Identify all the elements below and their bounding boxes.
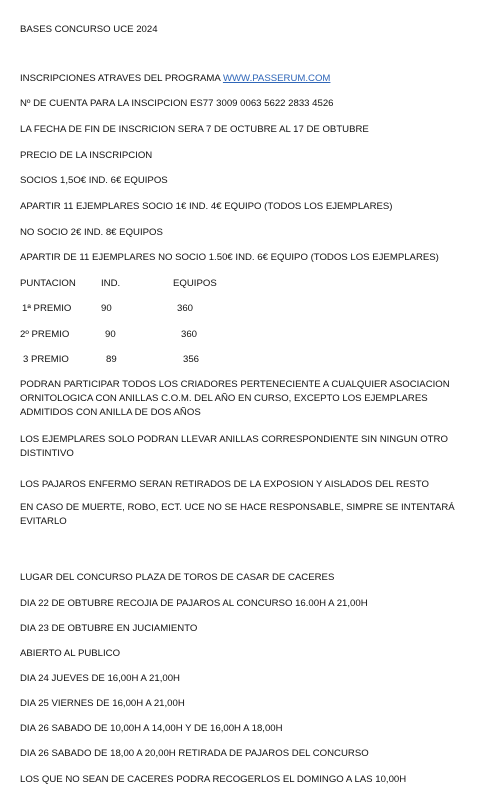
table-row-equipos: 360 bbox=[177, 303, 194, 314]
norma-participacion: PODRAN PARTICIPAR TODOS LOS CRIADORES PERTENECIENTE A CUALQUIER ASOCIACION ORNITOLOGICA CON ANILLAS C.O.M. DEL AÑO EN CURSO, EXCEPTO LOS EJEMPLARES ADMITIDOS CON ANILLA DE DOS AÑOS bbox=[20, 379, 450, 418]
calendario-item: DIA 25 VIERNES DE 16,00H A 21,00H bbox=[20, 698, 185, 709]
passerum-link[interactable]: WWW.PASSERUM.COM bbox=[222, 73, 331, 84]
calendario-item: DIA 22 DE OBTUBRE RECOJIA DE PAJAROS AL CONCURSO 16.00H A 21,00H bbox=[20, 598, 368, 609]
calendario-item: ABIERTO AL PUBLICO bbox=[20, 648, 121, 659]
precio-heading: PRECIO DE LA INSCRIPCION bbox=[20, 150, 153, 161]
lugar-concurso: LUGAR DEL CONCURSO PLAZA DE TOROS DE CASAR DE CACERES bbox=[20, 572, 335, 583]
precio-socios: SOCIOS 1,5O€ IND. 6€ EQUIPOS bbox=[20, 175, 168, 186]
inscripciones-line bbox=[20, 73, 330, 85]
table-row-premio: 3 PREMIO bbox=[23, 354, 69, 365]
calendario-item: LOS QUE NO SEAN DE CACERES PODRA RECOGERLOS EL DOMINGO A LAS 10,00H bbox=[20, 774, 407, 785]
norma-responsabilidad: EN CASO DE MUERTE, ROBO, ECT. UCE NO SE HACE RESPONSABLE, SIMPRE SE INTENTARÁ EVITARLO bbox=[20, 502, 455, 527]
table-row-ind: 90 bbox=[101, 303, 112, 314]
norma-enfermos: LOS PAJAROS ENFERMO SERAN RETIRADOS DE LA EXPOSION Y AISLADOS DEL RESTO bbox=[20, 479, 429, 490]
precio-socio-11: APARTIR 11 EJEMPLARES SOCIO 1€ IND. 4€ EQUIPO (TODOS LOS EJEMPLARES) bbox=[20, 201, 393, 212]
document-title: BASES CONCURSO UCE 2024 bbox=[20, 24, 158, 35]
table-row-equipos: 360 bbox=[181, 329, 198, 340]
table-row-premio: 1ª PREMIO bbox=[22, 303, 72, 314]
table-row-equipos: 356 bbox=[183, 354, 200, 365]
fecha-fin-line: LA FECHA DE FIN DE INSCRICION SERA 7 DE OCTUBRE AL 17 DE OBTUBRE bbox=[20, 124, 369, 135]
table-header-puntuacion: PUNTACION bbox=[20, 278, 76, 289]
inscripciones-text: INSCRIPCIONES ATRAVES DEL PROGRAMA bbox=[20, 73, 223, 84]
calendario-item: DIA 23 DE OBTUBRE EN JUCIAMIENTO bbox=[20, 623, 198, 634]
table-row-premio: 2º PREMIO bbox=[20, 329, 70, 340]
table-row-ind: 89 bbox=[106, 354, 117, 365]
precio-no-socio: NO SOCIO 2€ IND. 8€ EQUIPOS bbox=[20, 227, 163, 238]
precio-no-socio-11: APARTIR DE 11 EJEMPLARES NO SOCIO 1.50€ IND. 6€ EQUIPO (TODOS LOS EJEMPLARES) bbox=[20, 252, 439, 263]
table-header-ind: IND. bbox=[101, 278, 121, 289]
calendario-item: DIA 24 JUEVES DE 16,00H A 21,00H bbox=[20, 673, 180, 684]
table-header-equipos: EQUIPOS bbox=[173, 278, 217, 289]
table-row-ind: 90 bbox=[105, 329, 116, 340]
calendario-item: DIA 26 SABADO DE 10,00H A 14,00H Y DE 16,00H A 18,00H bbox=[20, 723, 283, 734]
norma-anillas: LOS EJEMPLARES SOLO PODRAN LLEVAR ANILLAS CORRESPONDIENTE SIN NINGUN OTRO DISTINTIVO bbox=[20, 434, 448, 459]
cuenta-line: Nº DE CUENTA PARA LA INSCIPCION ES77 3009 0063 5622 2833 4526 bbox=[20, 98, 334, 109]
calendario-item: DIA 26 SABADO DE 18,00 A 20,00H RETIRADA DE PAJAROS DEL CONCURSO bbox=[20, 748, 369, 759]
